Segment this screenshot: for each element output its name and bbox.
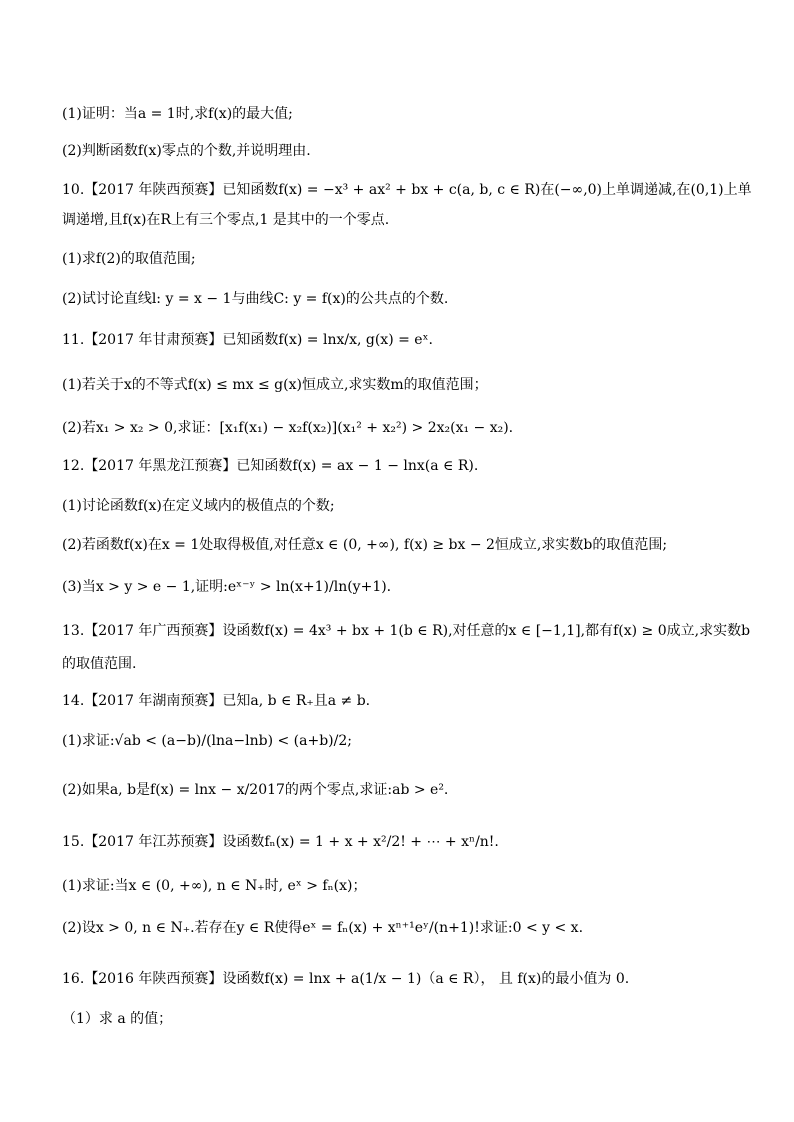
problem-12-part-1: (1)讨论函数f(x)在定义域内的极值点的个数; (62, 498, 335, 514)
problem-14-part-2: (2)如果a, b是f(x) = lnx − x/2017的两个零点,求证:ab > e². (62, 782, 449, 798)
text-line-1: (1)证明：当a = 1时,求f(x)的最大值; (62, 106, 293, 122)
problem-16-statement: 16.【2016 年陕西预赛】设函数f(x) = lnx + a(1/x − 1)（a ∈ R）， 且 f(x)的最小值为 0. (62, 971, 630, 987)
problem-11-part-1: (1)若关于x的不等式f(x) ≤ mx ≤ g(x)恒成立,求实数m的取值范围； (62, 377, 488, 393)
problem-10-part-2: (2)试讨论直线l: y = x − 1与曲线C: y = f(x)的公共点的个数. (62, 291, 449, 307)
problem-10-line-2: 调递增,且f(x)在R上有三个零点,1 是其中的一个零点. (62, 212, 390, 228)
problem-11-part-2: (2)若x₁ > x₂ > 0,求证：[x₁f(x₁) − x₂f(x₂)](x₁² + x₂²) > 2x₂(x₁ − x₂). (62, 420, 514, 436)
problem-12-statement: 12.【2017 年黑龙江预赛】已知函数f(x) = ax − 1 − lnx(a ∈ R). (62, 458, 479, 474)
text-line-2: (2)判断函数f(x)零点的个数,并说明理由. (62, 143, 311, 159)
problem-15-part-2: (2)设x > 0, n ∈ N₊.若存在y ∈ R使得eˣ = fₙ(x) + xⁿ⁺¹eʸ/(n+1)!求证:0 < y < x. (62, 920, 584, 936)
problem-10-line-1: 10.【2017 年陕西预赛】已知函数f(x) = −x³ + ax² + bx + c(a, b, c ∈ R)在(−∞,0)上单调递减,在(0,1)上单 (62, 182, 752, 198)
problem-16-part-1: （1）求 a 的值； (62, 1011, 173, 1027)
problem-15-part-1: (1)求证:当x ∈ (0, +∞), n ∈ N₊时, eˣ > fₙ(x)； (62, 878, 367, 894)
problem-15-statement: 15.【2017 年江苏预赛】设函数fₙ(x) = 1 + x + x²/2! + ⋯ + xⁿ/n!. (62, 834, 499, 850)
problem-10-part-1: (1)求f(2)的取值范围; (62, 251, 196, 267)
problem-13-line-1: 13.【2017 年广西预赛】设函数f(x) = 4x³ + bx + 1(b ∈ R),对任意的x ∈ [−1,1],都有f(x) ≥ 0成立,求实数b (62, 623, 751, 639)
problem-13-line-2: 的取值范围. (62, 656, 137, 672)
problem-12-part-3: (3)当x > y > e − 1,证明:eˣ⁻ʸ > ln(x+1)/ln(y+1). (62, 579, 392, 595)
problem-12-part-2: (2)若函数f(x)在x = 1处取得极值,对任意x ∈ (0, +∞), f(x) ≥ bx − 2恒成立,求实数b的取值范围; (62, 537, 668, 553)
problem-11-statement: 11.【2017 年甘肃预赛】已知函数f(x) = lnx/x, g(x) = eˣ. (62, 332, 433, 348)
problem-14-part-1: (1)求证:√ab < (a−b)/(lna−lnb) < (a+b)/2; (62, 733, 352, 749)
problem-14-statement: 14.【2017 年湖南预赛】已知a, b ∈ R₊且a ≠ b. (62, 693, 371, 709)
